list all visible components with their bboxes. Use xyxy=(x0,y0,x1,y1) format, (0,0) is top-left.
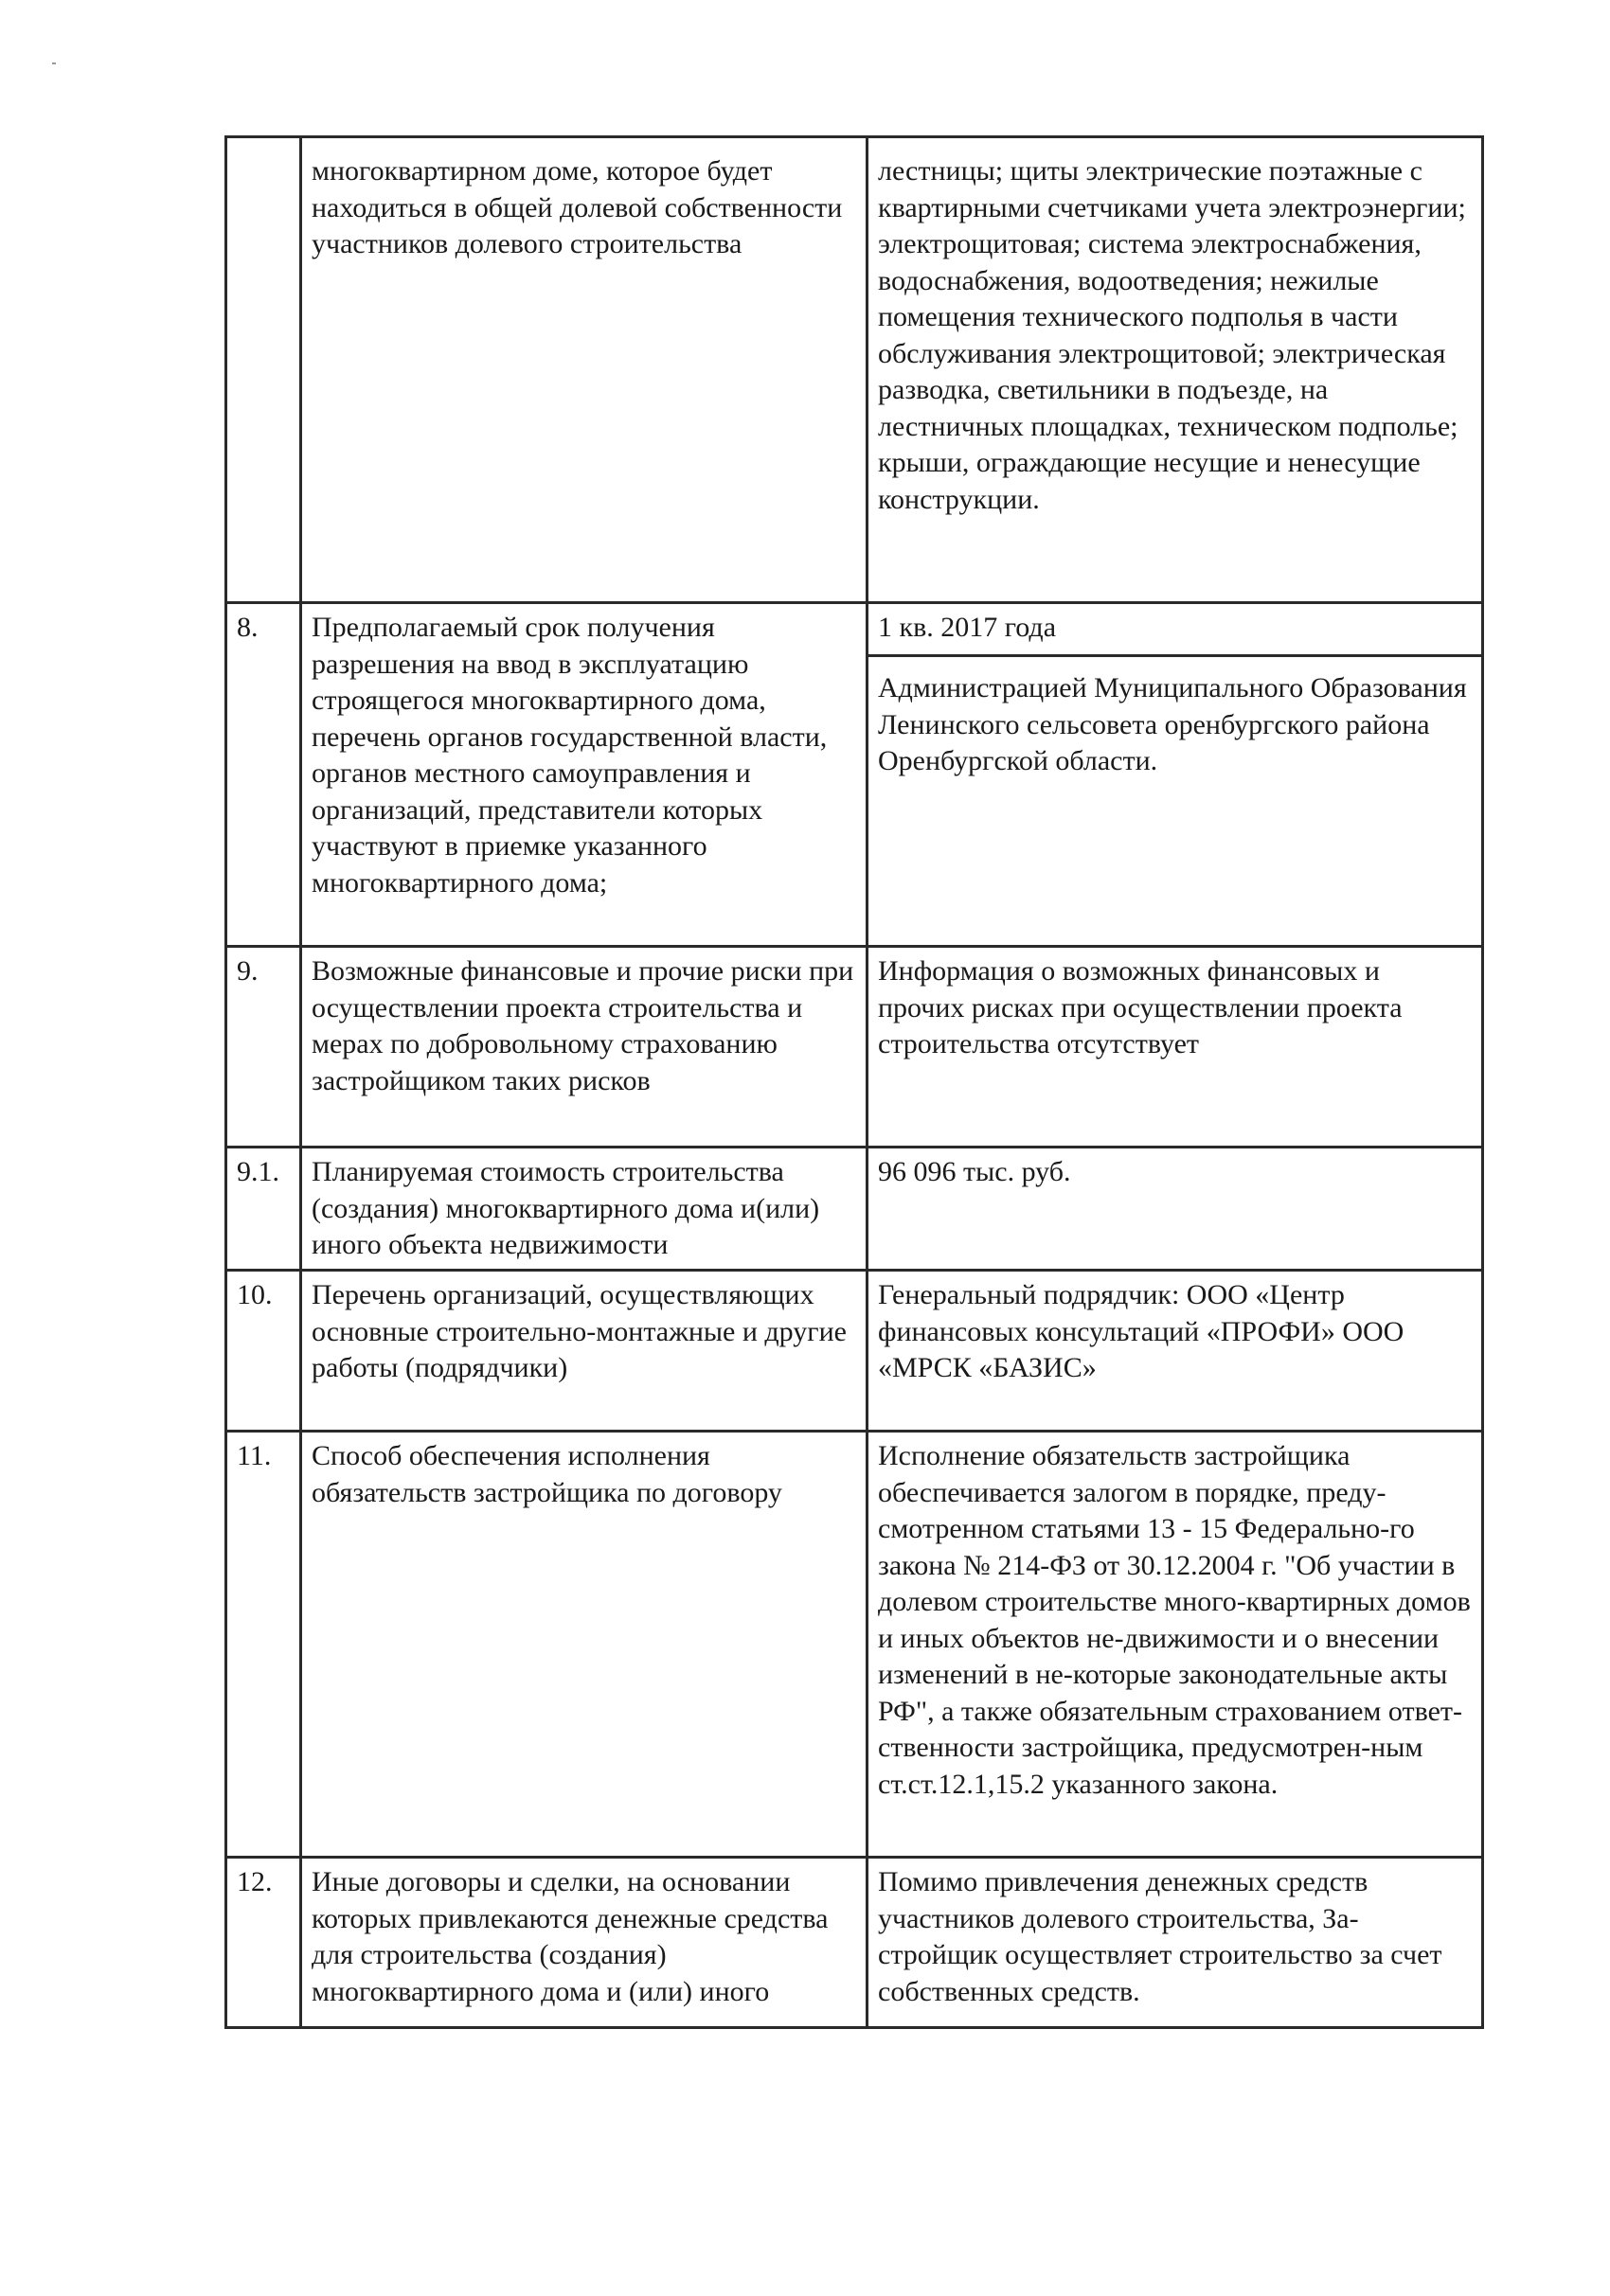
row-number: 12. xyxy=(226,1858,301,2028)
row-value: лестницы; щиты электрические поэтажные с квартирными счетчиками учета электроэнергии; электрощитовая; система электроснабжения, водоснабжения, водоотведения; нежилые помещения технического подполья в части обслуживания электрощитовой; электрическая разводка, светильники в подъезде, на лестничных площадках, техническом подполье; крыши, ограждающие несущие и ненесущие конструкции. xyxy=(868,137,1483,603)
row-title: Способ обеспечения исполнения обязательств застройщика по договору xyxy=(301,1432,868,1858)
table-row-10 xyxy=(226,1271,1483,1432)
table-row-11 xyxy=(226,1432,1483,1858)
table-row-9-1 xyxy=(226,1148,1483,1271)
table-row-continuation xyxy=(226,137,1483,603)
row-number: 9. xyxy=(226,947,301,1148)
row-number: 9.1. xyxy=(226,1148,301,1271)
row-title: многоквартирном доме, которое будет находиться в общей долевой собственности участников долевого строительства xyxy=(301,137,868,603)
scan-speck xyxy=(52,62,56,64)
row-number xyxy=(226,137,301,603)
row-value: Исполнение обязательств застройщика обеспечивается залогом в порядке, преду-смотренном статьями 13 - 15 Федерально-го закона № 214-ФЗ от 30.12.2004 г. "Об участии в долевом строительстве много-квартирных домов и иных объектов не-движимости и о внесении изменений в не-которые законодательные акты РФ", а также обязательным страхованием ответ-ственности застройщика, предусмотрен-ным ст.ст.12.1,15.2 указанного закона. xyxy=(868,1432,1483,1858)
row-title: Возможные финансовые и прочие риски при осуществлении проекта строительства и мерах по добровольному страхованию застройщиком таких рисков xyxy=(301,947,868,1148)
row-title: Иные договоры и сделки, на основании которых привлекаются денежные средства для строительства (создания) многоквартирного дома и (или) иного xyxy=(301,1858,868,2028)
row-value: Генеральный подрядчик: ООО «Центр финансовых консультаций «ПРОФИ» ООО «МРСК «БАЗИС» xyxy=(868,1271,1483,1432)
row-title-text: Предполагаемый срок получения разрешения на ввод в эксплуатацию строящегося многоквартирного дома, перечень органов государственной власти, органов местного самоуправления и организаций, представители которых участвуют в приемке указанного многоквартирного дома; xyxy=(312,612,828,899)
row-number: 11. xyxy=(226,1432,301,1858)
row-value: 96 096 тыс. руб. xyxy=(868,1148,1483,1271)
row-value: Помимо привлечения денежных средств участников долевого строительства, За-стройщик осуществляет строительство за счет собственных средств. xyxy=(868,1858,1483,2028)
table-row-9 xyxy=(226,947,1483,1148)
row-title: Перечень организаций, осуществляющих основные строительно-монтажные и другие работы (подрядчики) xyxy=(301,1271,868,1432)
row-title xyxy=(301,603,868,947)
row-value-authority: Администрацией Муниципального Образования Ленинского сельсовета оренбургского района Оренбургской области. xyxy=(868,656,1483,947)
developer-declaration-table xyxy=(224,135,1484,2029)
row-value: Информация о возможных финансовых и прочих рисках при осуществлении проекта строительства отсутствует xyxy=(868,947,1483,1148)
row-number: 10. xyxy=(226,1271,301,1432)
table-row-8 xyxy=(226,603,1483,656)
row-title: Планируемая стоимость строительства (создания) многоквартирного дома и(или) иного объекта недвижимости xyxy=(301,1148,868,1271)
row-value: 1 кв. 2017 года xyxy=(868,603,1483,656)
table-row-12 xyxy=(226,1858,1483,2028)
row-number: 8. xyxy=(226,603,301,947)
